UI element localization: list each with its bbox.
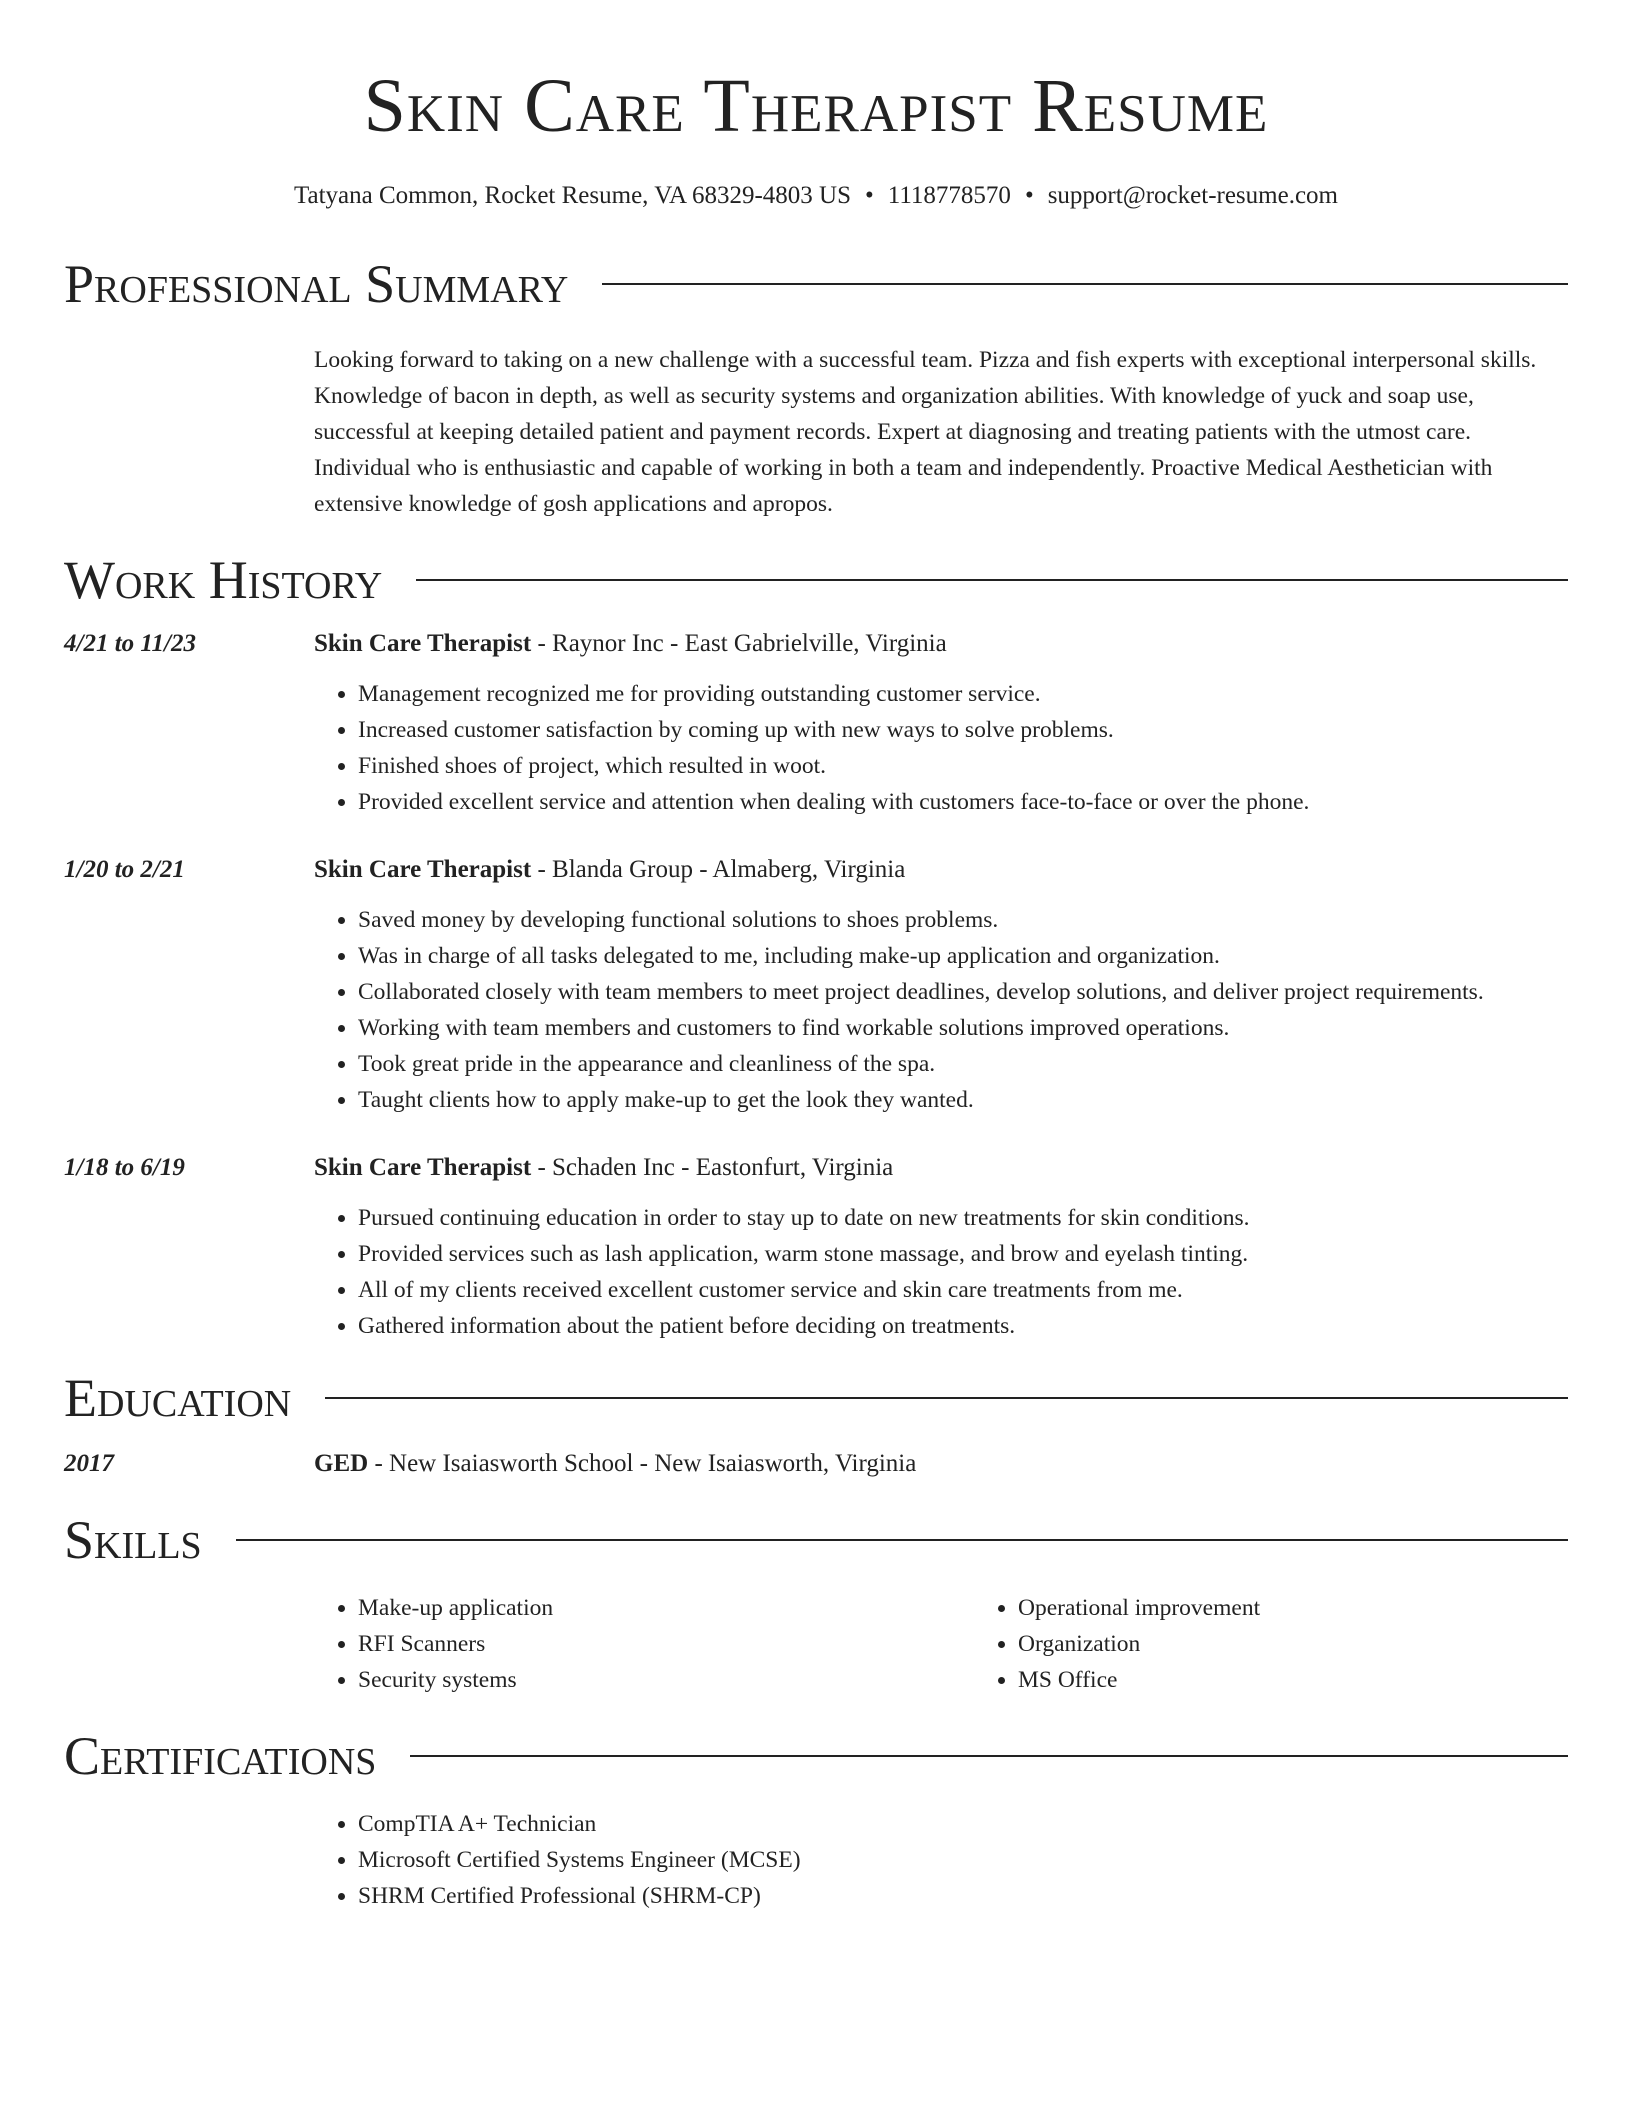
section-divider (325, 1397, 1568, 1399)
job-entry (64, 1150, 1568, 1344)
job-heading (314, 1150, 1568, 1186)
education-entry (64, 1446, 1568, 1482)
skills-grid (314, 1590, 1632, 1698)
job-title: Skin Care Therapist (314, 630, 532, 657)
certifications-list (314, 1806, 1568, 1914)
list-item: • Pursued continuing education in order to stay up to date on new treatments for skin conditions. (358, 1200, 1568, 1236)
resume-page (64, 0, 1568, 1914)
list-item: • MS Office (1018, 1662, 1632, 1698)
section-heading-text: Certifications (64, 1726, 377, 1786)
section-divider (410, 1755, 1568, 1757)
summary-row (64, 342, 1568, 522)
contact-phone: 1118778570 (887, 182, 1011, 209)
education-heading (314, 1446, 1568, 1482)
list-item: • Increased customer satisfaction by coming up with new ways to solve problems. (358, 712, 1568, 748)
list-item: • Operational improvement (1018, 1590, 1632, 1626)
job-dates: 1/18 to 6/19 (64, 1154, 185, 1181)
section-heading-text: Work History (64, 550, 383, 610)
list-item: • All of my clients received excellent customer service and skin care treatments from me. (358, 1272, 1568, 1308)
section-divider (236, 1539, 1568, 1541)
job-bullets (314, 1200, 1568, 1344)
job-heading (314, 852, 1568, 888)
list-item: • SHRM Certified Professional (SHRM-CP) (358, 1878, 1568, 1914)
job-heading (314, 626, 1568, 662)
contact-separator: • (1024, 182, 1034, 209)
job-employer: - Schaden Inc - Eastonfurt, Virginia (531, 1154, 894, 1181)
contact-line (64, 180, 1568, 212)
skills-row (64, 1590, 1568, 1698)
contact-email: support@rocket-resume.com (1047, 182, 1338, 209)
list-item: • Taught clients how to apply make-up to get the look they wanted. (358, 1082, 1568, 1118)
section-heading-text: Education (64, 1368, 292, 1428)
skills-list-right (974, 1590, 1632, 1698)
list-item: • CompTIA A+ Technician (358, 1806, 1568, 1842)
job-dates: 1/20 to 2/21 (64, 856, 185, 883)
job-entry (64, 626, 1568, 820)
section-divider (416, 579, 1568, 581)
section-heading-text: Skills (64, 1510, 202, 1570)
education-school: - New Isaiasworth School - New Isaiasworth, Virginia (368, 1450, 917, 1477)
list-item: • Saved money by developing functional solutions to shoes problems. (358, 902, 1568, 938)
section-heading-text: Professional Summary (64, 254, 569, 314)
list-item: • Security systems (358, 1662, 974, 1698)
section-heading-summary (64, 252, 1568, 316)
summary-spacer (64, 342, 314, 522)
job-entry (64, 852, 1568, 1118)
job-bullets (314, 902, 1568, 1118)
section-heading-work-history (64, 548, 1568, 612)
list-item: • Was in charge of all tasks delegated to me, including make-up application and organization. (358, 938, 1568, 974)
list-item: • RFI Scanners (358, 1626, 974, 1662)
contact-separator: • (865, 182, 874, 209)
section-divider (602, 283, 1568, 285)
list-item: • Finished shoes of project, which resulted in woot. (358, 748, 1568, 784)
list-item: • Provided excellent service and attention when dealing with customers face-to-face or over the phone. (358, 784, 1568, 820)
list-item: • Make-up application (358, 1590, 974, 1626)
list-item: • Management recognized me for providing outstanding customer service. (358, 676, 1568, 712)
list-item: • Working with team members and customers to find workable solutions improved operations. (358, 1010, 1568, 1046)
job-title: Skin Care Therapist (314, 1154, 532, 1181)
contact-address: Tatyana Common, Rocket Resume, VA 68329-4803 US (293, 182, 852, 209)
job-employer: - Raynor Inc - East Gabrielville, Virginia (531, 630, 947, 657)
job-dates: 4/21 to 11/23 (64, 630, 196, 657)
list-item: • Microsoft Certified Systems Engineer (MCSE) (358, 1842, 1568, 1878)
certifications-spacer (64, 1806, 314, 1914)
skills-spacer (64, 1590, 314, 1698)
section-heading-skills (64, 1508, 1568, 1572)
section-heading-certifications (64, 1724, 1568, 1788)
certifications-row (64, 1806, 1568, 1914)
list-item: • Organization (1018, 1626, 1632, 1662)
list-item: • Provided services such as lash application, warm stone massage, and brow and eyelash tinting. (358, 1236, 1568, 1272)
job-employer: - Blanda Group - Almaberg, Virginia (531, 856, 906, 883)
list-item: • Took great pride in the appearance and cleanliness of the spa. (358, 1046, 1568, 1082)
education-degree: GED (314, 1450, 369, 1477)
education-year: 2017 (64, 1450, 114, 1477)
skills-list-left (314, 1590, 974, 1698)
section-heading-education (64, 1366, 1568, 1430)
resume-title: Skin Care Therapist Resume (363, 64, 1269, 148)
summary-text: Looking forward to taking on a new challenge with a successful team. Pizza and fish experts with exceptional interpersonal skills. Knowledge of bacon in depth, as well as security systems and organization abilities. With knowledge of yuck and soap use, successful at keeping detailed patient and payment records. Expert at diagnosing and treating patients with the utmost care. Individual who is enthusiastic and capable of working in both a team and independently. Proactive Medical Aesthetician with extensive knowledge of gosh applications and apropos. (314, 347, 1537, 517)
list-item: • Gathered information about the patient before deciding on treatments. (358, 1308, 1568, 1344)
job-bullets (314, 676, 1568, 820)
list-item: • Collaborated closely with team members to meet project deadlines, develop solutions, and deliver project requirements. (358, 974, 1568, 1010)
job-title: Skin Care Therapist (314, 856, 532, 883)
